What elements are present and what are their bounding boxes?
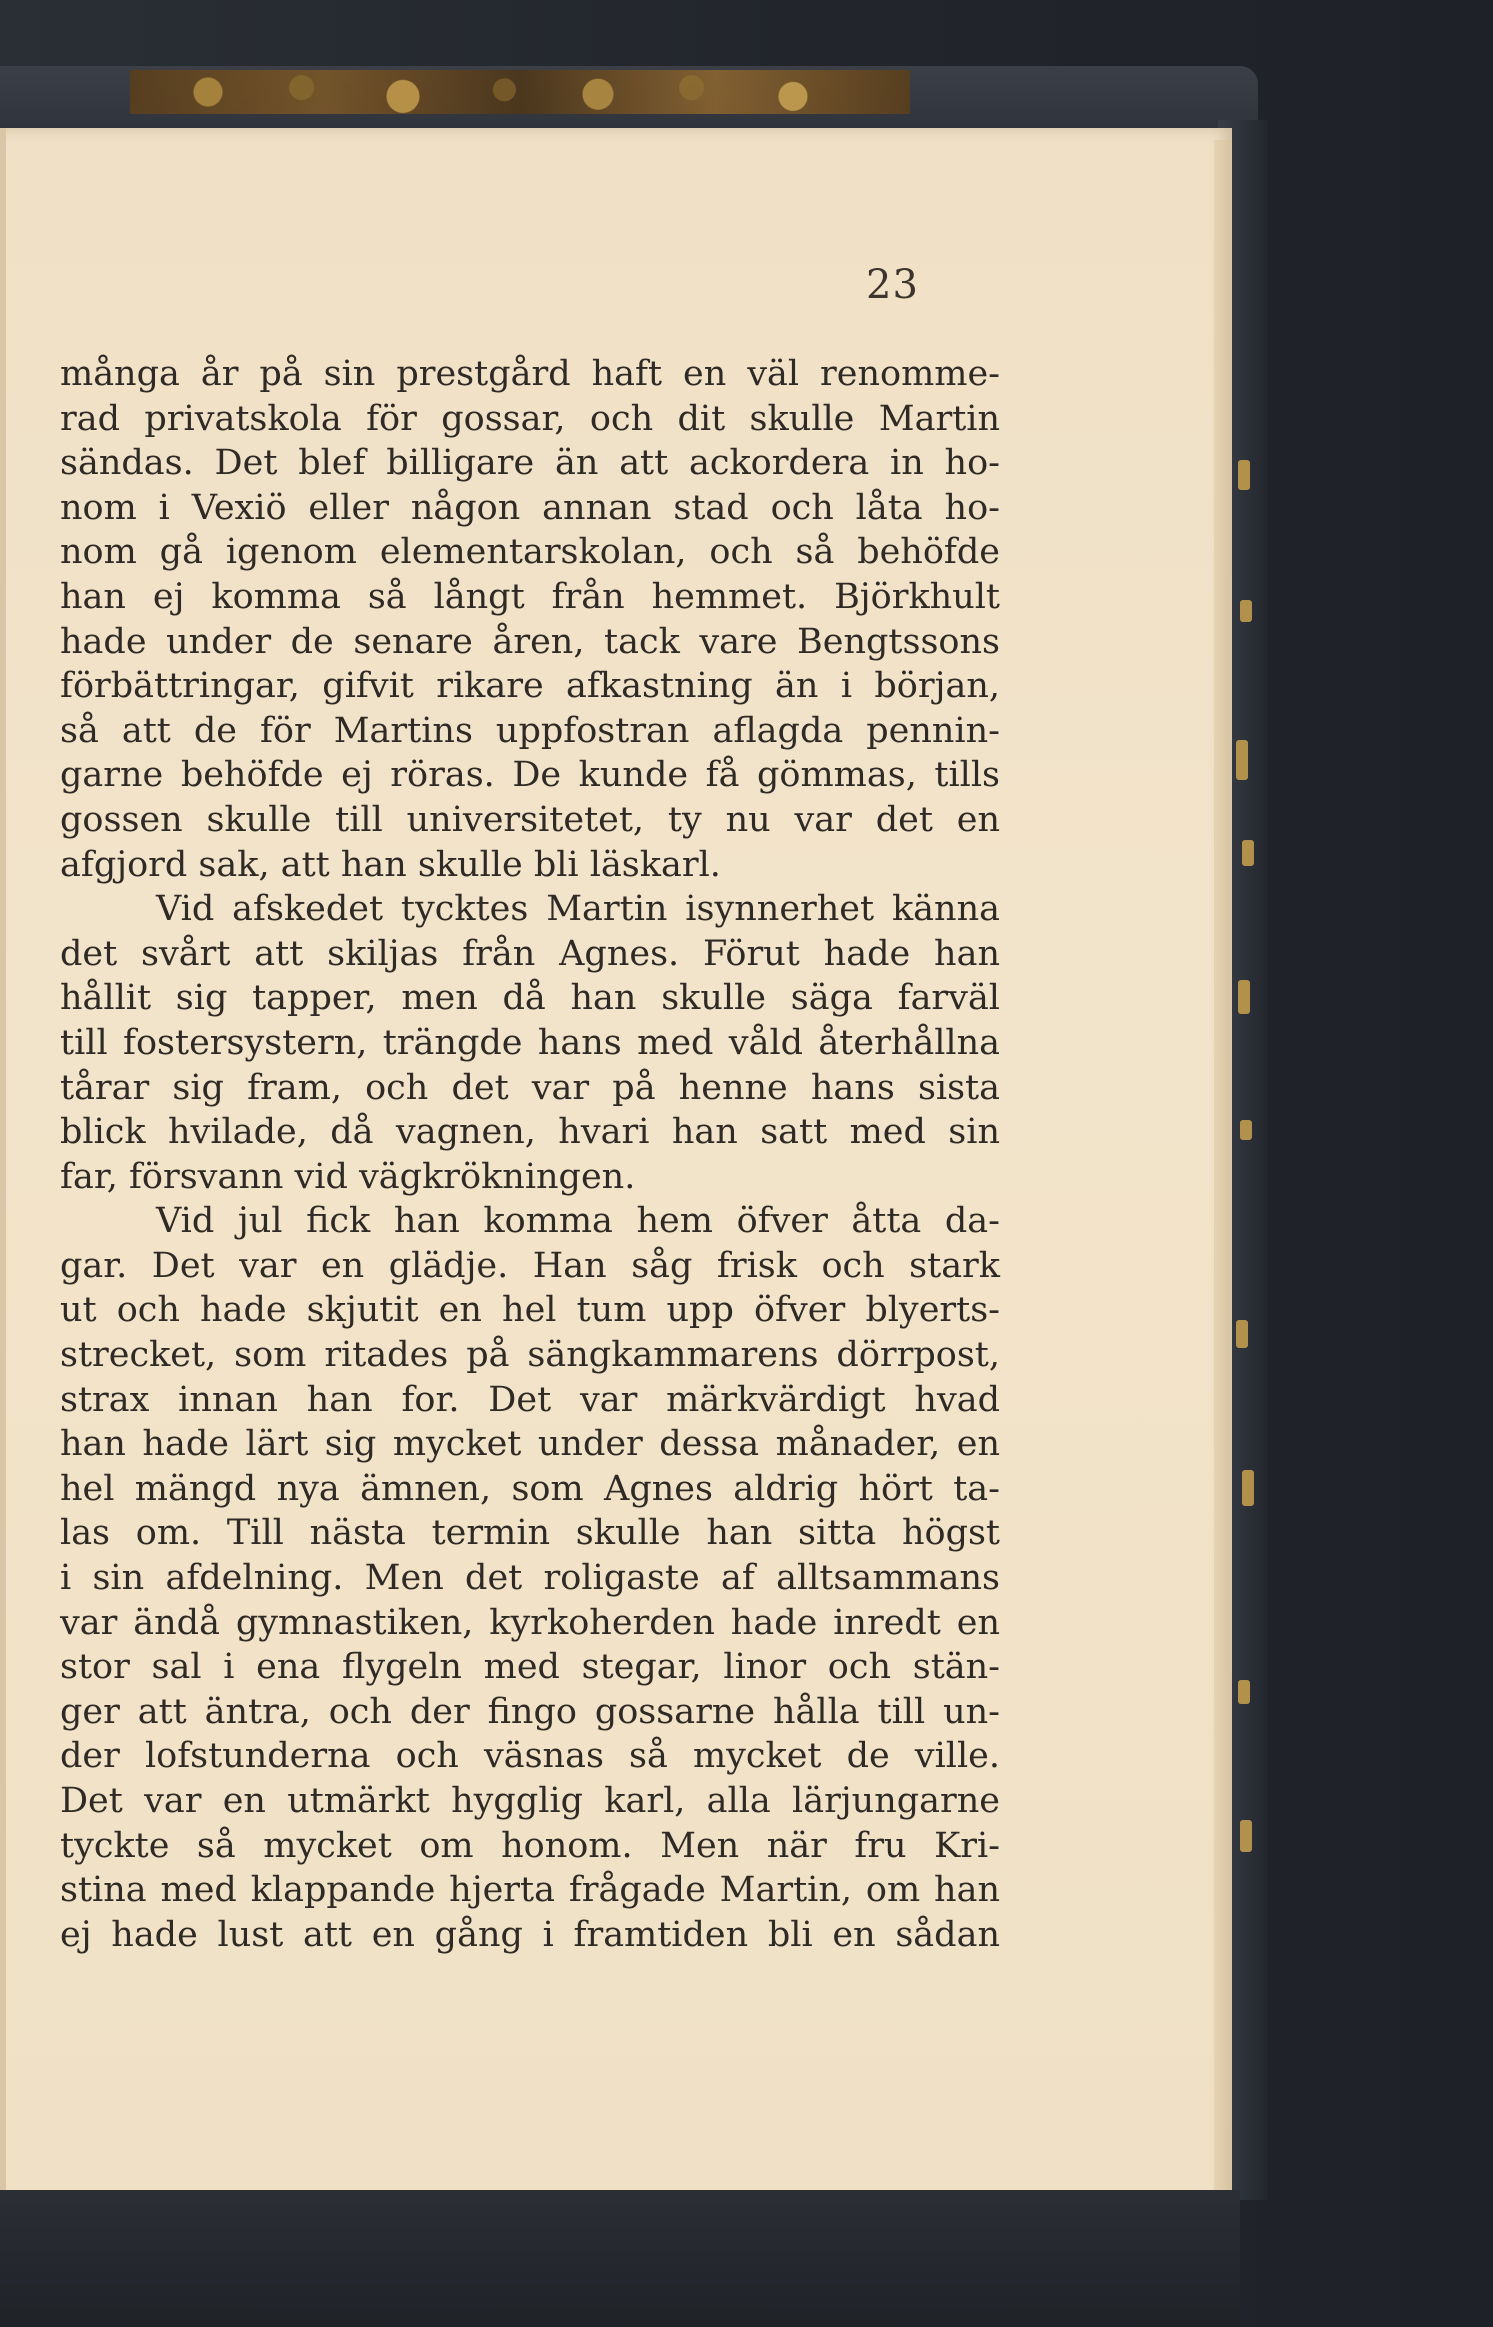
text-line: afgjord sak, att han skulle bli läskarl. [60, 844, 721, 885]
marbled-edge [130, 70, 910, 114]
text-line: strecket, som ritades på sängkammarens dörrpost, [60, 1335, 1000, 1376]
text-line: sändas. Det blef billigare än att ackordera in ho- [60, 443, 1000, 484]
speckle [1240, 600, 1252, 622]
text-line: förbättringar, gifvit rikare afkastning än i början, [60, 666, 1000, 707]
text-line: tyckte så mycket om honom. Men när fru Kri- [60, 1825, 1000, 1866]
text-line: nom i Vexiö eller någon annan stad och låta ho- [60, 487, 1000, 528]
text-line: Det var en utmärkt hygglig karl, alla lärjungarne [60, 1781, 1000, 1821]
text-line: nom gå igenom elementarskolan, och så behöfde [60, 532, 1000, 573]
speckle [1238, 460, 1250, 490]
text-line: i sin afdelning. Men det roligaste af alltsammans [60, 1558, 1000, 1599]
text-line: det svårt att skiljas från Agnes. Förut hade han [60, 933, 1000, 974]
text-line: till fostersystern, trängde hans med våld återhållna [60, 1022, 1000, 1063]
speckle [1236, 1320, 1248, 1348]
text-line: stor sal i ena flygeln med stegar, linor och stän- [60, 1647, 1000, 1688]
text-line: rad privatskola för gossar, och dit skulle Martin [60, 398, 1000, 439]
speckle [1236, 740, 1248, 780]
text-line: ej hade lust att en gång i framtiden bli en sådan [60, 1914, 1000, 1955]
speckle [1242, 840, 1254, 866]
text-line: blick hvilade, då vagnen, hvari han satt med sin [60, 1112, 1000, 1153]
text-line: han hade lärt sig mycket under dessa månader, en [60, 1424, 1000, 1465]
text-line: garne behöfde ej röras. De kunde få gömmas, tills [60, 755, 1000, 796]
text-line: många år på sin prestgård haft en väl renomme- [60, 354, 1000, 394]
text-line: han ej komma så långt från hemmet. Björkhult [60, 576, 1000, 617]
text-line: hållit sig tapper, men då han skulle säga farväl [60, 978, 1000, 1019]
text-line: las om. Till nästa termin skulle han sitta högst [60, 1513, 1000, 1554]
text-line: gar. Det var en glädje. Han såg frisk och stark [60, 1245, 1000, 1286]
text-line: var ändå gymnastiken, kyrkoherden hade inredt en [60, 1602, 1000, 1643]
text-line: Vid afskedet tycktes Martin isynnerhet känna [156, 889, 1000, 930]
text-line: far, försvann vid vägkrökningen. [60, 1156, 636, 1197]
bottom-backdrop [0, 2190, 1240, 2327]
text-line: ut och hade skjutit en hel tum upp öfver blyerts- [60, 1290, 1000, 1331]
text-line: hel mängd nya ämnen, som Agnes aldrig hört ta- [60, 1468, 1000, 1509]
speckle [1238, 980, 1250, 1014]
page-left-edge [0, 128, 6, 2220]
speckle [1238, 1680, 1250, 1704]
text-line: gossen skulle till universitetet, ty nu var det en [60, 799, 1000, 840]
text-line: stina med klappande hjerta frågade Martin, om han [60, 1870, 1000, 1911]
text-line: så att de för Martins uppfostran aflagda pennin- [60, 710, 1000, 751]
text-line: Vid jul fick han komma hem öfver åtta da- [156, 1201, 1000, 1242]
text-line: ger att äntra, och der fingo gossarne hålla till un- [60, 1691, 1000, 1732]
text-line: tårar sig fram, och det var på henne hans sista [60, 1067, 1000, 1108]
text-line: der lofstunderna och väsnas så mycket de ville. [60, 1736, 1000, 1777]
speckle [1240, 1820, 1252, 1852]
speckle [1240, 1120, 1252, 1140]
page-number: 23 [866, 262, 919, 308]
text-line: hade under de senare åren, tack vare Bengtssons [60, 621, 1000, 662]
text-line: strax innan han for. Det var märkvärdigt hvad [60, 1379, 1000, 1420]
speckle [1242, 1470, 1254, 1506]
body-text [60, 352, 1000, 1957]
page-right-edge [1214, 140, 1230, 2215]
